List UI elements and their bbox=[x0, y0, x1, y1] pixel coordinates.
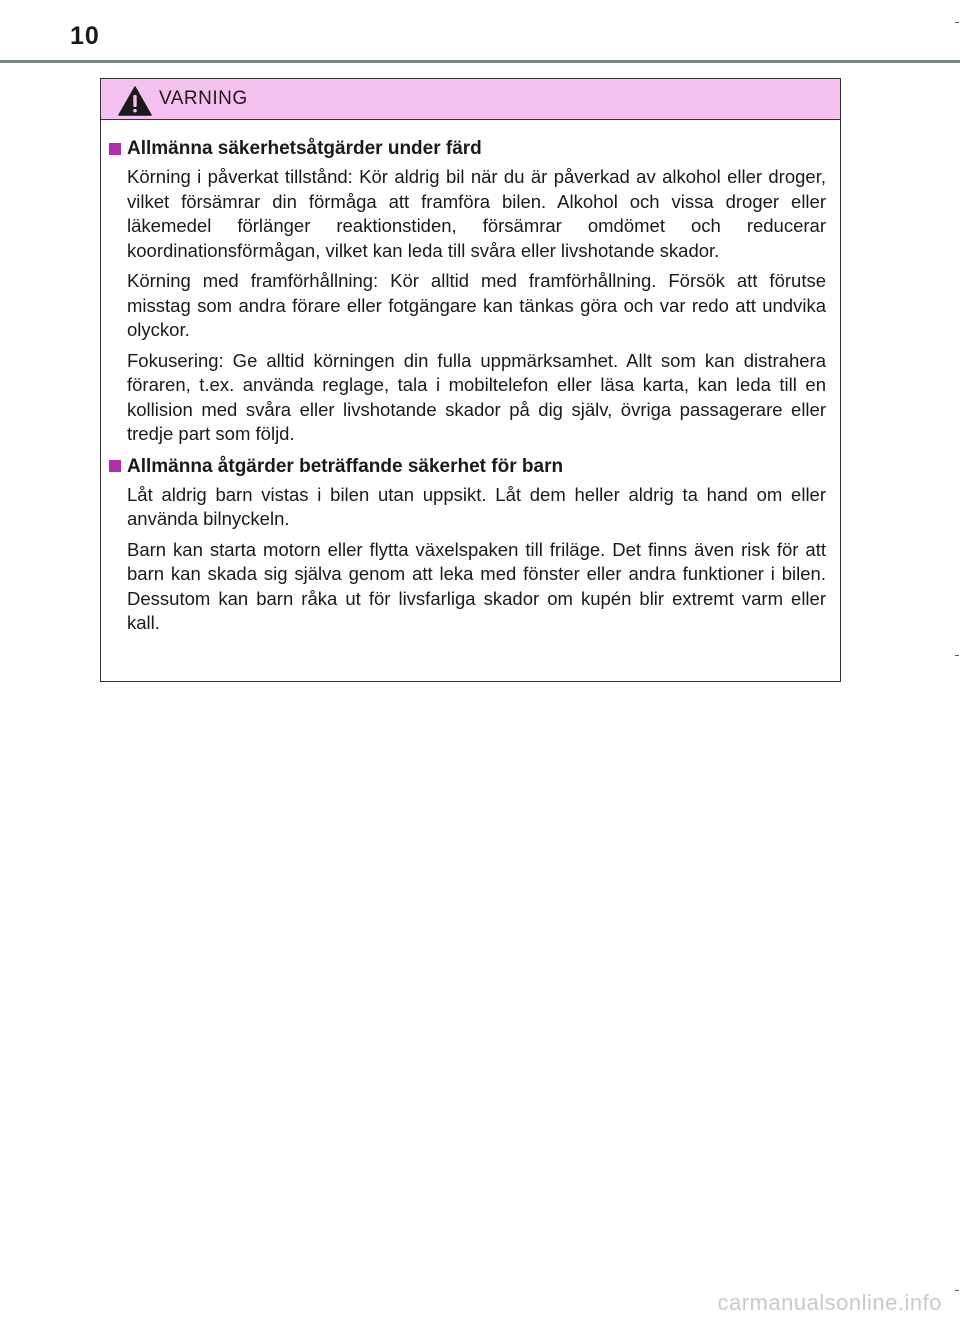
square-bullet-icon bbox=[109, 143, 121, 155]
warning-header bbox=[101, 79, 840, 120]
section-heading-text: Allmänna säkerhetsåtgärder under färd bbox=[127, 138, 482, 159]
warning-box bbox=[100, 78, 841, 682]
paragraph: Barn kan starta motorn eller flytta växelspaken till friläge. Det finns även risk för att barn kan skada sig själva genom att leka med fönster eller andra funktioner i bilen. Dessutom kan barn råka ut för livsfarliga skador om kupén blir extremt varm eller kall. bbox=[127, 538, 826, 633]
section-heading bbox=[109, 136, 826, 161]
section-heading bbox=[109, 454, 826, 479]
watermark: carmanualsonline.info bbox=[717, 1290, 942, 1315]
header-rule bbox=[0, 60, 960, 63]
paragraph: Körning i påverkat tillstånd: Kör aldrig bil när du är påverkad av alkohol eller droger, vilket försämrar din förmåga att framföra bilen. Alkohol och vissa droger eller läkemedel förlänger reaktionstiden, försämrar omdömet och reducerar koordinationsförmågan, vilket kan leda till svåra eller livshotande skador. bbox=[127, 166, 826, 261]
warning-title: VARNING bbox=[159, 88, 248, 109]
warning-content bbox=[101, 120, 840, 636]
warning-section bbox=[109, 454, 826, 636]
paragraph: Låt aldrig barn vistas i bilen utan uppsikt. Låt dem heller aldrig ta hand om eller använda bilnyckeln. bbox=[127, 483, 826, 529]
page-number: 10 bbox=[70, 22, 100, 50]
square-bullet-icon bbox=[109, 460, 121, 472]
paragraph: Fokusering: Ge alltid körningen din fulla uppmärksamhet. Allt som kan distrahera föraren, t.ex. använda reglage, tala i mobiltelefon eller läsa karta, kan leda till en kollision med svåra eller livshotande skador på dig själv, övriga passagerare eller tredje part som följd. bbox=[127, 349, 826, 444]
warning-section bbox=[109, 136, 826, 447]
crop-mark bbox=[955, 655, 959, 656]
section-heading-text: Allmänna åtgärder beträffande säkerhet för barn bbox=[127, 455, 564, 477]
crop-mark bbox=[955, 1290, 959, 1291]
paragraph: Körning med framförhållning: Kör alltid med framförhållning. Försök att förutse misstag som andra förare eller fotgängare kan tänkas göra och var redo att undvika olyckor. bbox=[127, 270, 826, 340]
crop-mark bbox=[955, 22, 959, 23]
warning-triangle-icon bbox=[118, 86, 152, 116]
